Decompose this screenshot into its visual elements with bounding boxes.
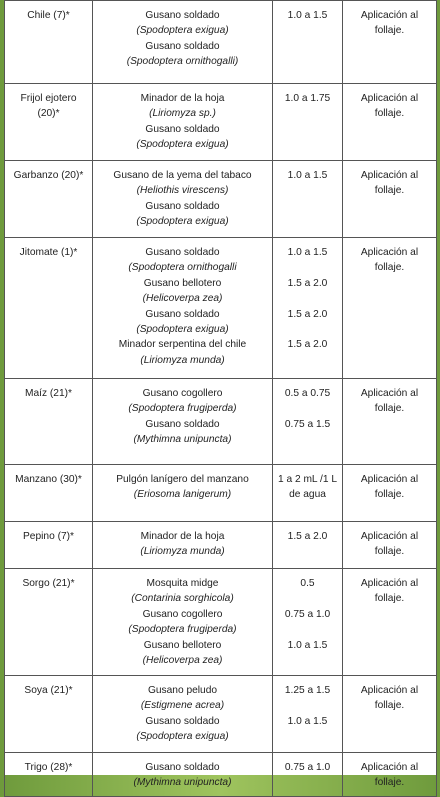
crop-cell: Frijol ejotero (20)* (5, 84, 93, 161)
dose-cell (273, 753, 343, 797)
pest-cell (93, 161, 273, 238)
pest-cell (93, 84, 273, 161)
pest-common-name: Gusano cogollero (142, 388, 223, 399)
crop-cell: Manzano (30)* (5, 465, 93, 522)
application-cell: Aplicación al follaje. (343, 379, 437, 465)
pest-scientific-name: (Spodoptera exigua) (136, 139, 229, 151)
application-cell: Aplicación al follaje. (343, 161, 437, 238)
crop-cell: Sorgo (21)* (5, 569, 93, 676)
table-row (5, 569, 437, 676)
pest-scientific-name: (Mythimna unipuncta) (133, 777, 232, 789)
pest-common-name: Gusano soldado (145, 308, 220, 320)
pest-cell (93, 1, 273, 84)
crop-cell: Chile (7)* (5, 1, 93, 84)
dose-cell (273, 676, 343, 753)
pest-common-name: Mosquita midge (146, 578, 219, 589)
pest-common-name: Gusano bellotero (143, 639, 222, 651)
pest-scientific-name: (Estigmene acrea) (140, 700, 225, 712)
pest-scientific-name: (Liriomyza munda) (140, 354, 225, 366)
table-body (5, 1, 437, 797)
document-page (4, 0, 436, 789)
application-cell: Aplicación al follaje. (343, 676, 437, 753)
dose-cell (273, 379, 343, 465)
application-cell: Aplicación al follaje. (343, 522, 437, 569)
pest-common-name: Gusano cogollero (142, 608, 223, 620)
dose-cell (273, 238, 343, 379)
pest-common-name: Minador de la hoja (140, 93, 225, 104)
pest-scientific-name: (Mythimna unipuncta) (133, 434, 232, 446)
crop-cell: Soya (21)* (5, 676, 93, 753)
pest-common-name: Gusano soldado (145, 247, 220, 258)
dose-value: 1.5 a 2.0 (287, 531, 328, 542)
pest-scientific-name: (Helicoverpa zea) (142, 655, 223, 667)
pest-scientific-name: (Helicoverpa zea) (142, 293, 223, 305)
pest-cell (93, 569, 273, 676)
dose-cell (273, 569, 343, 676)
table-row (5, 84, 437, 161)
dosage-table (4, 0, 437, 797)
pest-common-name: Gusano soldado (145, 40, 220, 52)
pest-common-name: Pulgón lanígero del manzano (116, 474, 249, 485)
pest-cell (93, 465, 273, 522)
dose-cell (273, 84, 343, 161)
pest-scientific-name: (Liriomyza sp.) (149, 108, 216, 120)
pest-scientific-name: (Heliothis virescens) (136, 185, 229, 197)
pest-cell (93, 238, 273, 379)
dose-value: 1.5 a 2.0 (287, 277, 328, 289)
crop-cell: Trigo (28)* (5, 753, 93, 797)
dose-value: 1.0 a 1.5 (287, 247, 328, 258)
dose-value: 1.25 a 1.5 (284, 685, 331, 696)
crop-cell: Pepino (7)* (5, 522, 93, 569)
pest-common-name: Minador serpentina del chile (118, 339, 247, 351)
table-row (5, 522, 437, 569)
application-cell: Aplicación al follaje. (343, 1, 437, 84)
application-cell: Aplicación al follaje. (343, 465, 437, 522)
pest-scientific-name: (Eriosoma lanigerum) (133, 489, 232, 501)
pest-common-name: Gusano soldado (145, 715, 220, 727)
pest-cell (93, 522, 273, 569)
crop-cell: Maíz (21)* (5, 379, 93, 465)
pest-common-name: Minador de la hoja (140, 531, 225, 542)
dose-value: 1.0 a 1.75 (284, 93, 331, 104)
pest-cell (93, 676, 273, 753)
dose-value: 0.75 a 1.0 (284, 608, 331, 620)
application-cell: Aplicación al follaje. (343, 753, 437, 797)
pest-cell (93, 379, 273, 465)
pest-common-name: Gusano soldado (145, 123, 220, 135)
table-row (5, 238, 437, 379)
table-row (5, 465, 437, 522)
dose-value: 1.5 a 2.0 (287, 308, 328, 320)
pest-common-name: Gusano peludo (147, 685, 218, 696)
dose-value: 0.75 a 1.0 (284, 762, 331, 773)
pest-common-name: Gusano bellotero (143, 277, 222, 289)
pest-scientific-name: (Spodoptera ornithogalli (128, 262, 237, 274)
crop-cell: Jitomate (1)* (5, 238, 93, 379)
pest-scientific-name: (Contarinia sorghicola) (131, 593, 234, 605)
table-row (5, 1, 437, 84)
dose-value: 1.0 a 1.5 (287, 170, 328, 181)
pest-scientific-name: (Spodoptera exigua) (136, 216, 229, 228)
pest-common-name: Gusano soldado (145, 10, 220, 21)
pest-scientific-name: (Spodoptera exigua) (136, 731, 229, 743)
dose-value: 1.0 a 1.5 (287, 715, 328, 727)
pest-common-name: Gusano soldado (145, 200, 220, 212)
pest-scientific-name: (Liriomyza munda) (140, 546, 225, 558)
crop-cell: Garbanzo (20)* (5, 161, 93, 238)
pest-common-name: Gusano de la yema del tabaco (113, 170, 252, 181)
pest-scientific-name: (Spodoptera exigua) (136, 25, 229, 37)
dose-value: 1.0 a 1.5 (287, 639, 328, 651)
dose-value: 0.75 a 1.5 (284, 418, 331, 430)
application-cell: Aplicación al follaje. (343, 238, 437, 379)
table-row (5, 753, 437, 797)
dose-value: 0.5 a 0.75 (284, 388, 331, 399)
pest-scientific-name: (Spodoptera frugiperda) (128, 403, 237, 415)
dose-cell (273, 465, 343, 522)
application-cell: Aplicación al follaje. (343, 569, 437, 676)
dose-cell (273, 1, 343, 84)
pest-scientific-name: (Spodoptera ornithogalli) (126, 56, 239, 68)
pest-scientific-name: (Spodoptera exigua) (136, 324, 229, 336)
table-row (5, 676, 437, 753)
dose-value: 1.5 a 2.0 (287, 339, 328, 351)
application-cell: Aplicación al follaje. (343, 84, 437, 161)
dose-value: 0.5 (300, 578, 315, 589)
dose-value: de agua (289, 489, 326, 501)
dose-value: 1.0 a 1.5 (287, 10, 328, 21)
pest-common-name: Gusano soldado (145, 762, 220, 773)
pest-cell (93, 753, 273, 797)
table-row (5, 379, 437, 465)
dose-cell (273, 161, 343, 238)
pest-scientific-name: (Spodoptera frugiperda) (128, 624, 237, 636)
dose-cell (273, 522, 343, 569)
table-row (5, 161, 437, 238)
dose-value: 1 a 2 mL /1 L (277, 474, 338, 485)
pest-common-name: Gusano soldado (145, 418, 220, 430)
